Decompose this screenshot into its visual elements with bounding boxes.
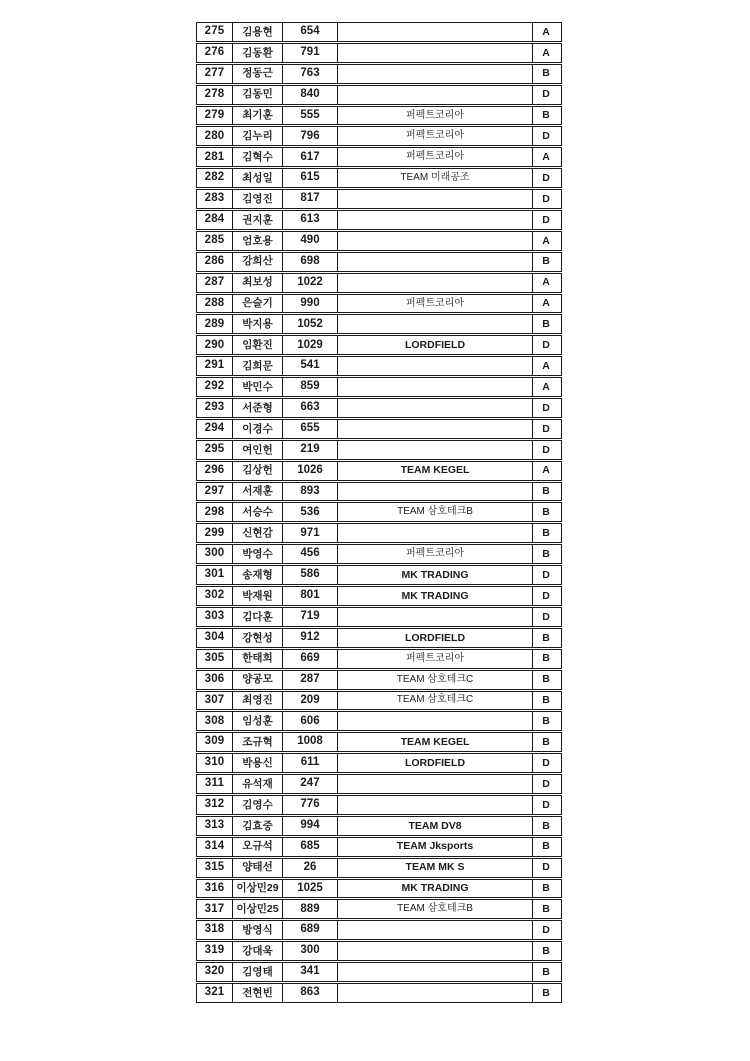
grade-cell: B — [542, 840, 550, 853]
table-row — [196, 126, 562, 146]
player-name-cell: 오규석 — [233, 838, 283, 856]
row-number-cell: 301 — [197, 566, 233, 584]
team-cell: MK TRADING — [338, 566, 533, 584]
grade-cell: D — [542, 339, 550, 352]
table-row — [196, 398, 562, 418]
table-row — [196, 294, 562, 314]
player-name-cell: 송재형 — [233, 566, 283, 584]
row-number-cell: 306 — [197, 671, 233, 689]
table-row — [196, 711, 562, 731]
score-cell: 994 — [283, 817, 338, 835]
score-cell: 219 — [283, 441, 338, 459]
score-cell: 990 — [283, 295, 338, 313]
grade-cell: D — [542, 756, 550, 769]
row-number-cell: 320 — [197, 963, 233, 981]
grade-cell: A — [542, 464, 550, 477]
row-number-cell: 321 — [197, 984, 233, 1002]
team-cell — [338, 441, 533, 459]
player-name-cell: 정동근 — [233, 65, 283, 83]
row-number-cell: 277 — [197, 65, 233, 83]
row-number-cell: 318 — [197, 921, 233, 939]
table-row — [196, 210, 562, 230]
grade-cell: B — [542, 631, 550, 644]
table-row — [196, 356, 562, 376]
player-name-cell: 김영진 — [233, 190, 283, 208]
row-number-cell: 290 — [197, 336, 233, 354]
row-number-cell: 309 — [197, 733, 233, 751]
grade-cell: D — [542, 443, 550, 456]
row-number-cell: 280 — [197, 127, 233, 145]
score-cell: 536 — [283, 503, 338, 521]
player-name-cell: 이상민25 — [233, 900, 283, 918]
player-name-cell: 강대욱 — [233, 942, 283, 960]
player-name-cell: 서재훈 — [233, 483, 283, 501]
team-cell — [338, 357, 533, 375]
score-cell: 1026 — [283, 462, 338, 480]
player-name-cell: 여인헌 — [233, 441, 283, 459]
score-cell: 685 — [283, 838, 338, 856]
team-cell — [338, 420, 533, 438]
table-row — [196, 795, 562, 815]
team-cell — [338, 211, 533, 229]
grade-cell: B — [542, 673, 550, 686]
team-cell: 퍼펙트코리아 — [338, 545, 533, 563]
grade-cell: D — [542, 798, 550, 811]
player-name-cell: 유석재 — [233, 775, 283, 793]
row-number-cell: 285 — [197, 232, 233, 250]
team-cell — [338, 315, 533, 333]
table-row — [196, 753, 562, 773]
score-cell: 300 — [283, 942, 338, 960]
row-number-cell: 297 — [197, 483, 233, 501]
grade-cell: B — [542, 986, 550, 999]
row-number-cell: 295 — [197, 441, 233, 459]
team-cell — [338, 232, 533, 250]
row-number-cell: 317 — [197, 900, 233, 918]
team-cell — [338, 712, 533, 730]
player-name-cell: 신현감 — [233, 524, 283, 542]
row-number-cell: 303 — [197, 608, 233, 626]
team-cell: TEAM 삼호테크B — [338, 503, 533, 521]
team-cell: TEAM 삼호테크C — [338, 671, 533, 689]
row-number-cell: 315 — [197, 859, 233, 877]
team-cell: MK TRADING — [338, 880, 533, 898]
team-cell — [338, 378, 533, 396]
player-name-cell: 강희산 — [233, 253, 283, 271]
player-name-cell: 김효중 — [233, 817, 283, 835]
row-number-cell: 293 — [197, 399, 233, 417]
player-name-cell: 최보성 — [233, 274, 283, 292]
row-number-cell: 276 — [197, 44, 233, 62]
table-row — [196, 941, 562, 961]
row-number-cell: 279 — [197, 107, 233, 125]
table-row — [196, 440, 562, 460]
table-row — [196, 920, 562, 940]
score-cell: 655 — [283, 420, 338, 438]
table-row — [196, 607, 562, 627]
team-cell: TEAM KEGEL — [338, 462, 533, 480]
score-cell: 971 — [283, 524, 338, 542]
table-row — [196, 377, 562, 397]
table-row — [196, 43, 562, 63]
player-name-cell: 전현빈 — [233, 984, 283, 1002]
player-name-cell: 김동환 — [233, 44, 283, 62]
score-cell: 1008 — [283, 733, 338, 751]
grade-cell: D — [542, 777, 550, 790]
player-name-cell: 박영수 — [233, 545, 283, 563]
player-name-cell: 임성훈 — [233, 712, 283, 730]
grade-cell: B — [542, 547, 550, 560]
score-cell: 287 — [283, 671, 338, 689]
score-cell: 791 — [283, 44, 338, 62]
row-number-cell: 286 — [197, 253, 233, 271]
table-row — [196, 461, 562, 481]
row-number-cell: 284 — [197, 211, 233, 229]
player-name-cell: 최영진 — [233, 692, 283, 710]
player-name-cell: 김혁수 — [233, 148, 283, 166]
grade-cell: D — [542, 88, 550, 101]
score-cell: 801 — [283, 587, 338, 605]
player-name-cell: 김동민 — [233, 86, 283, 104]
table-row — [196, 85, 562, 105]
score-cell: 1029 — [283, 336, 338, 354]
grade-cell: B — [542, 965, 550, 978]
team-cell: MK TRADING — [338, 587, 533, 605]
player-name-cell: 방영식 — [233, 921, 283, 939]
score-cell: 796 — [283, 127, 338, 145]
team-cell — [338, 963, 533, 981]
row-number-cell: 307 — [197, 692, 233, 710]
team-cell — [338, 775, 533, 793]
score-cell: 776 — [283, 796, 338, 814]
score-cell: 586 — [283, 566, 338, 584]
score-cell: 654 — [283, 23, 338, 41]
team-cell: TEAM KEGEL — [338, 733, 533, 751]
row-number-cell: 278 — [197, 86, 233, 104]
grade-cell: A — [542, 46, 550, 59]
table-row — [196, 231, 562, 251]
grade-cell: B — [542, 255, 550, 268]
row-number-cell: 300 — [197, 545, 233, 563]
team-cell: TEAM Jksports — [338, 838, 533, 856]
player-name-cell: 양태선 — [233, 859, 283, 877]
player-name-cell: 김용현 — [233, 23, 283, 41]
grade-cell: D — [542, 213, 550, 226]
grade-cell: B — [542, 944, 550, 957]
player-name-cell: 양공모 — [233, 671, 283, 689]
grade-cell: B — [542, 694, 550, 707]
row-number-cell: 310 — [197, 754, 233, 772]
grade-cell: D — [542, 923, 550, 936]
score-cell: 669 — [283, 650, 338, 668]
table-row — [196, 565, 562, 585]
player-name-cell: 김영수 — [233, 796, 283, 814]
grade-cell: D — [542, 192, 550, 205]
team-cell: LORDFIELD — [338, 754, 533, 772]
score-cell: 763 — [283, 65, 338, 83]
grade-cell: A — [542, 297, 550, 310]
team-cell: 퍼펙트코리아 — [338, 650, 533, 668]
player-name-cell: 은슬기 — [233, 295, 283, 313]
score-cell: 341 — [283, 963, 338, 981]
team-cell — [338, 483, 533, 501]
grade-cell: B — [542, 318, 550, 331]
table-row — [196, 628, 562, 648]
team-cell — [338, 524, 533, 542]
grade-cell: D — [542, 610, 550, 623]
team-cell: TEAM 미래공조 — [338, 169, 533, 187]
player-name-cell: 박민수 — [233, 378, 283, 396]
player-name-cell: 강현성 — [233, 629, 283, 647]
grade-cell: A — [542, 234, 550, 247]
table-row — [196, 816, 562, 836]
team-cell — [338, 608, 533, 626]
grade-cell: B — [542, 819, 550, 832]
results-table — [196, 22, 562, 1004]
score-cell: 1025 — [283, 880, 338, 898]
table-row — [196, 314, 562, 334]
score-cell: 719 — [283, 608, 338, 626]
player-name-cell: 김다훈 — [233, 608, 283, 626]
grade-cell: A — [542, 380, 550, 393]
score-cell: 1022 — [283, 274, 338, 292]
row-number-cell: 308 — [197, 712, 233, 730]
grade-cell: B — [542, 903, 550, 916]
table-row — [196, 837, 562, 857]
grade-cell: D — [542, 130, 550, 143]
score-cell: 617 — [283, 148, 338, 166]
player-name-cell: 박용신 — [233, 754, 283, 772]
score-cell: 840 — [283, 86, 338, 104]
team-cell: TEAM 삼호테크B — [338, 900, 533, 918]
player-name-cell: 권지훈 — [233, 211, 283, 229]
team-cell — [338, 44, 533, 62]
player-name-cell: 조규혁 — [233, 733, 283, 751]
table-row — [196, 858, 562, 878]
row-number-cell: 305 — [197, 650, 233, 668]
team-cell — [338, 190, 533, 208]
row-number-cell: 282 — [197, 169, 233, 187]
team-cell: LORDFIELD — [338, 629, 533, 647]
table-row — [196, 670, 562, 690]
team-cell: 퍼펙트코리아 — [338, 127, 533, 145]
table-row — [196, 22, 562, 42]
row-number-cell: 287 — [197, 274, 233, 292]
table-row — [196, 419, 562, 439]
grade-cell: B — [542, 735, 550, 748]
table-row — [196, 774, 562, 794]
player-name-cell: 엄호용 — [233, 232, 283, 250]
table-row — [196, 523, 562, 543]
row-number-cell: 296 — [197, 462, 233, 480]
player-name-cell: 임환진 — [233, 336, 283, 354]
grade-cell: B — [542, 652, 550, 665]
score-cell: 247 — [283, 775, 338, 793]
score-cell: 26 — [283, 859, 338, 877]
grade-cell: B — [542, 882, 550, 895]
score-cell: 912 — [283, 629, 338, 647]
player-name-cell: 최성일 — [233, 169, 283, 187]
grade-cell: B — [542, 67, 550, 80]
table-row — [196, 649, 562, 669]
player-name-cell: 서승수 — [233, 503, 283, 521]
player-name-cell: 김누리 — [233, 127, 283, 145]
player-name-cell: 서준형 — [233, 399, 283, 417]
score-cell: 606 — [283, 712, 338, 730]
team-cell — [338, 274, 533, 292]
row-number-cell: 313 — [197, 817, 233, 835]
score-cell: 663 — [283, 399, 338, 417]
team-cell — [338, 86, 533, 104]
score-cell: 611 — [283, 754, 338, 772]
row-number-cell: 294 — [197, 420, 233, 438]
team-cell — [338, 921, 533, 939]
table-row — [196, 544, 562, 564]
score-cell: 541 — [283, 357, 338, 375]
row-number-cell: 299 — [197, 524, 233, 542]
table-row — [196, 252, 562, 272]
score-cell: 209 — [283, 692, 338, 710]
row-number-cell: 275 — [197, 23, 233, 41]
row-number-cell: 281 — [197, 148, 233, 166]
team-cell: TEAM 삼호테크C — [338, 692, 533, 710]
score-cell: 1052 — [283, 315, 338, 333]
row-number-cell: 289 — [197, 315, 233, 333]
grade-cell: B — [542, 485, 550, 498]
grade-cell: D — [542, 401, 550, 414]
row-number-cell: 312 — [197, 796, 233, 814]
table-row — [196, 983, 562, 1003]
team-cell — [338, 796, 533, 814]
table-row — [196, 691, 562, 711]
score-cell: 490 — [283, 232, 338, 250]
table-row — [196, 586, 562, 606]
score-cell: 817 — [283, 190, 338, 208]
row-number-cell: 319 — [197, 942, 233, 960]
grade-cell: D — [542, 589, 550, 602]
team-cell — [338, 253, 533, 271]
team-cell — [338, 942, 533, 960]
team-cell: 퍼펙트코리아 — [338, 107, 533, 125]
row-number-cell: 316 — [197, 880, 233, 898]
table-row — [196, 273, 562, 293]
score-cell: 889 — [283, 900, 338, 918]
row-number-cell: 302 — [197, 587, 233, 605]
table-row — [196, 64, 562, 84]
table-row — [196, 732, 562, 752]
team-cell: TEAM MK S — [338, 859, 533, 877]
table-row — [196, 106, 562, 126]
grade-cell: A — [542, 151, 550, 164]
grade-cell: D — [542, 422, 550, 435]
table-row — [196, 879, 562, 899]
table-row — [196, 899, 562, 919]
score-cell: 893 — [283, 483, 338, 501]
team-cell: 퍼펙트코리아 — [338, 148, 533, 166]
player-name-cell: 한태희 — [233, 650, 283, 668]
grade-cell: D — [542, 861, 550, 874]
team-cell: 퍼펙트코리아 — [338, 295, 533, 313]
player-name-cell: 김상헌 — [233, 462, 283, 480]
grade-cell: B — [542, 109, 550, 122]
score-cell: 456 — [283, 545, 338, 563]
table-row — [196, 502, 562, 522]
table-row — [196, 482, 562, 502]
score-cell: 698 — [283, 253, 338, 271]
score-cell: 555 — [283, 107, 338, 125]
player-name-cell: 박재원 — [233, 587, 283, 605]
row-number-cell: 311 — [197, 775, 233, 793]
team-cell — [338, 399, 533, 417]
player-name-cell: 이경수 — [233, 420, 283, 438]
table-row — [196, 962, 562, 982]
row-number-cell: 314 — [197, 838, 233, 856]
player-name-cell: 이상민29 — [233, 880, 283, 898]
team-cell — [338, 65, 533, 83]
grade-cell: A — [542, 276, 550, 289]
row-number-cell: 304 — [197, 629, 233, 647]
row-number-cell: 291 — [197, 357, 233, 375]
player-name-cell: 김희문 — [233, 357, 283, 375]
row-number-cell: 283 — [197, 190, 233, 208]
table-row — [196, 147, 562, 167]
score-cell: 859 — [283, 378, 338, 396]
grade-cell: D — [542, 171, 550, 184]
row-number-cell: 292 — [197, 378, 233, 396]
team-cell — [338, 23, 533, 41]
table-row — [196, 189, 562, 209]
score-cell: 615 — [283, 169, 338, 187]
grade-cell: B — [542, 715, 550, 728]
player-name-cell: 김영태 — [233, 963, 283, 981]
grade-cell: B — [542, 527, 550, 540]
player-name-cell: 최기훈 — [233, 107, 283, 125]
grade-cell: D — [542, 568, 550, 581]
player-name-cell: 박지용 — [233, 315, 283, 333]
row-number-cell: 288 — [197, 295, 233, 313]
grade-cell: A — [542, 359, 550, 372]
score-cell: 613 — [283, 211, 338, 229]
score-cell: 689 — [283, 921, 338, 939]
team-cell: LORDFIELD — [338, 336, 533, 354]
grade-cell: A — [542, 25, 550, 38]
team-cell — [338, 984, 533, 1002]
row-number-cell: 298 — [197, 503, 233, 521]
score-cell: 863 — [283, 984, 338, 1002]
table-row — [196, 168, 562, 188]
team-cell: TEAM DV8 — [338, 817, 533, 835]
grade-cell: B — [542, 506, 550, 519]
table-row — [196, 335, 562, 355]
